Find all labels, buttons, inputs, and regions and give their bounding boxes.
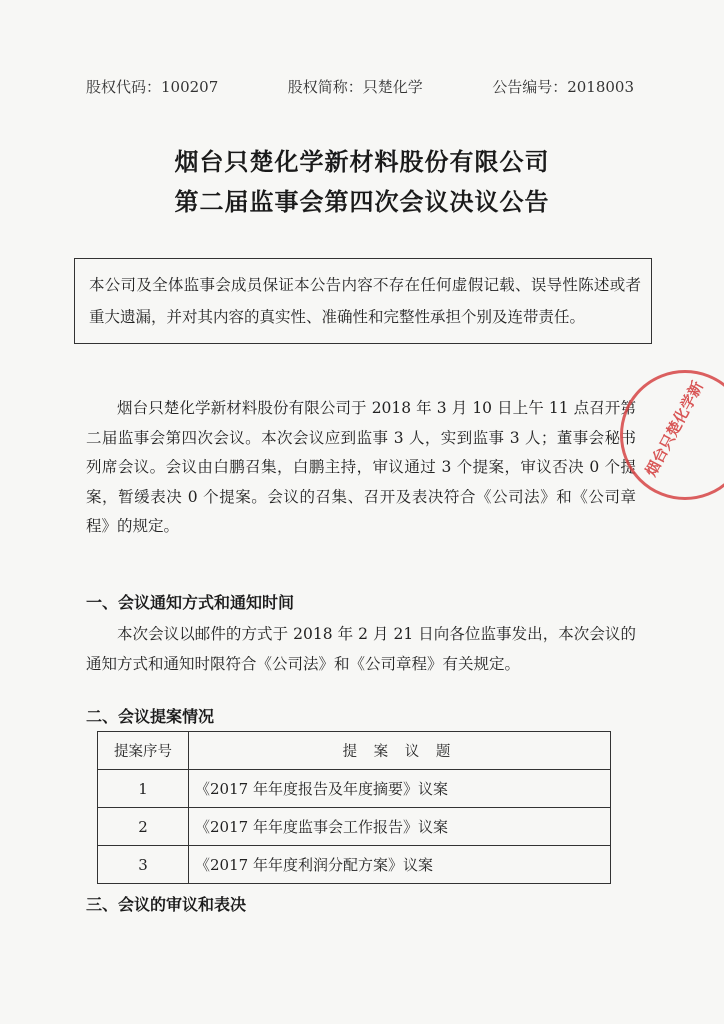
section3-heading: 三、会议的审议和表决 xyxy=(86,895,247,914)
stock-code: 股权代码：100207 xyxy=(86,78,219,96)
motions-table xyxy=(97,731,611,884)
disclaimer-text: 本公司及全体监事会成员保证本公告内容不存在任何虚假记载、误导性陈述或者重大遗漏，并对其内容的真实性、准确性和完整性承担个别及连带责任。 xyxy=(89,276,641,326)
table-header-no: 提案序号 xyxy=(98,732,189,770)
table-row xyxy=(98,770,611,808)
stock-abbreviation: 股权简称：只楚化学 xyxy=(287,78,423,96)
section1-heading: 一、会议通知方式和通知时间 xyxy=(86,593,295,612)
motion-number: 1 xyxy=(98,770,189,808)
notice-number: 公告编号：2018003 xyxy=(492,78,634,96)
document-title-line2: 第二届监事会第四次会议决议公告 xyxy=(174,188,550,216)
table-header-topic: 提 案 议 题 xyxy=(189,732,611,770)
intro-paragraph: 烟台只楚化学新材料股份有限公司于 2018 年 3 月 10 日上午 11 点召开第二届监事会第四次会议。本次会议应到监事 3 人，实到监事 3 人；董事会秘书列席会议。会议由白鹏召集，白鹏主持，审议通过 3 个提案，审议否决 0 个提案，暂缓表决 0 个提案。会议的召集、召开及表决符合《公司法》和《公司章程》的规定。 xyxy=(86,399,636,535)
motion-number: 2 xyxy=(98,808,189,846)
section1-paragraph: 本次会议以邮件的方式于 2018 年 2 月 21 日向各位监事发出，本次会议的通知方式和通知时限符合《公司法》和《公司章程》有关规定。 xyxy=(86,625,636,673)
section2-heading: 二、会议提案情况 xyxy=(86,707,215,726)
motion-topic: 《2017 年年度监事会工作报告》议案 xyxy=(189,808,611,846)
table-row xyxy=(98,846,611,884)
table-header-row xyxy=(98,732,611,770)
table-row xyxy=(98,808,611,846)
document-title-line1: 烟台只楚化学新材料股份有限公司 xyxy=(174,148,550,176)
motion-topic: 《2017 年年度利润分配方案》议案 xyxy=(189,846,611,884)
motion-number: 3 xyxy=(98,846,189,884)
disclaimer-box xyxy=(74,258,652,344)
header-line xyxy=(86,76,634,97)
motion-topic: 《2017 年年度报告及年度摘要》议案 xyxy=(189,770,611,808)
company-seal-text: 烟台只楚化学新 xyxy=(641,378,707,480)
